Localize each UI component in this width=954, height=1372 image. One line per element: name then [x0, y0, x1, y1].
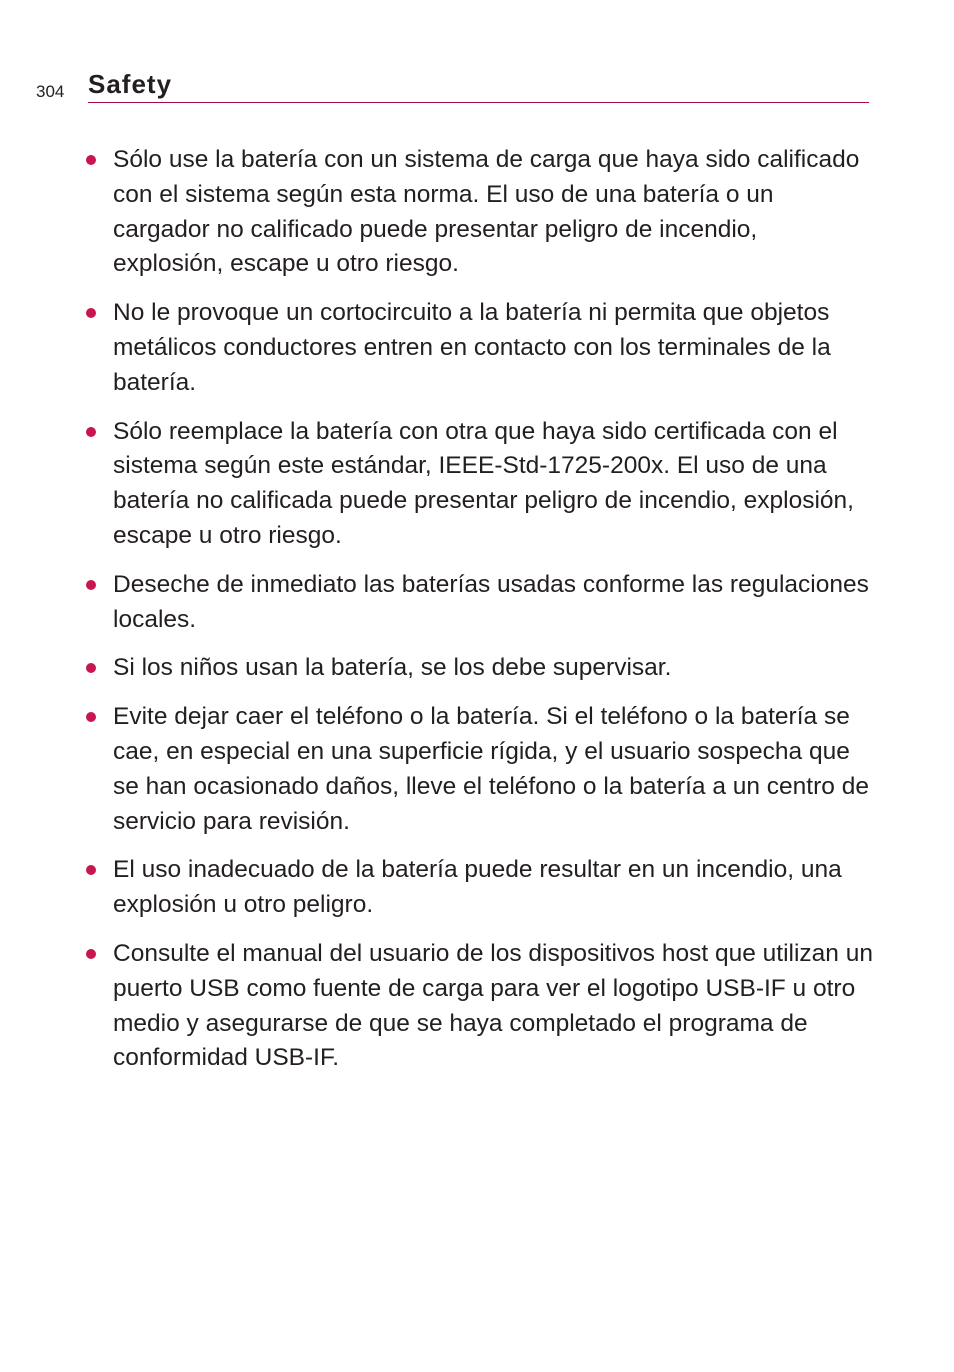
header-rule	[88, 102, 869, 103]
list-item	[0, 415, 873, 554]
bullet-dot-icon	[86, 155, 96, 165]
list-item-text: Sólo reemplace la batería con otra que haya sido certificada con el sistema según este estándar, IEEE-Std-1725-200x. El uso de una batería no calificada puede presentar peligro de incendio, explosión, escape u otro riesgo.	[113, 417, 854, 549]
page-number: 304	[36, 82, 65, 101]
list-item-text: Sólo use la batería con un sistema de carga que haya sido calificado con el sistema según esta norma. El uso de una batería o un cargador no calificado puede presentar peligro de incendio, explosión, escape u otro riesgo.	[113, 146, 860, 278]
list-item-text: Deseche de inmediato las baterías usadas conforme las regulaciones locales.	[113, 570, 869, 633]
safety-bullet-list	[0, 143, 954, 1090]
bullet-dot-icon	[86, 865, 96, 875]
list-item-text: El uso inadecuado de la batería puede resultar en un incendio, una explosión u otro peligro.	[113, 856, 842, 919]
section-title: Safety	[88, 69, 173, 99]
list-item	[0, 937, 873, 1076]
bullet-dot-icon	[86, 663, 96, 673]
bullet-dot-icon	[86, 712, 96, 722]
list-item	[0, 296, 873, 400]
list-item-text: No le provoque un cortocircuito a la batería ni permita que objetos metálicos conductores entren en contacto con los terminales de la batería.	[113, 299, 831, 396]
page-header	[36, 66, 869, 104]
list-item-text: Evite dejar caer el teléfono o la batería. Si el teléfono o la batería se cae, en especial en una superficie rígida, y el usuario sospecha que se han ocasionado daños, lleve el teléfono o la batería a un centro de servicio para revisión.	[113, 703, 869, 835]
bullet-dot-icon	[86, 308, 96, 318]
list-item	[0, 568, 873, 638]
list-item	[0, 651, 873, 686]
bullet-dot-icon	[86, 427, 96, 437]
list-item	[0, 700, 873, 839]
list-item	[0, 853, 873, 923]
bullet-dot-icon	[86, 949, 96, 959]
list-item	[0, 143, 873, 282]
list-item-text: Si los niños usan la batería, se los debe supervisar.	[113, 654, 672, 682]
bullet-dot-icon	[86, 580, 96, 590]
list-item-text: Consulte el manual del usuario de los dispositivos host que utilizan un puerto USB como fuente de carga para ver el logotipo USB-IF u otro medio y asegurarse de que se haya completado el programa de conformidad USB-IF.	[113, 939, 873, 1072]
